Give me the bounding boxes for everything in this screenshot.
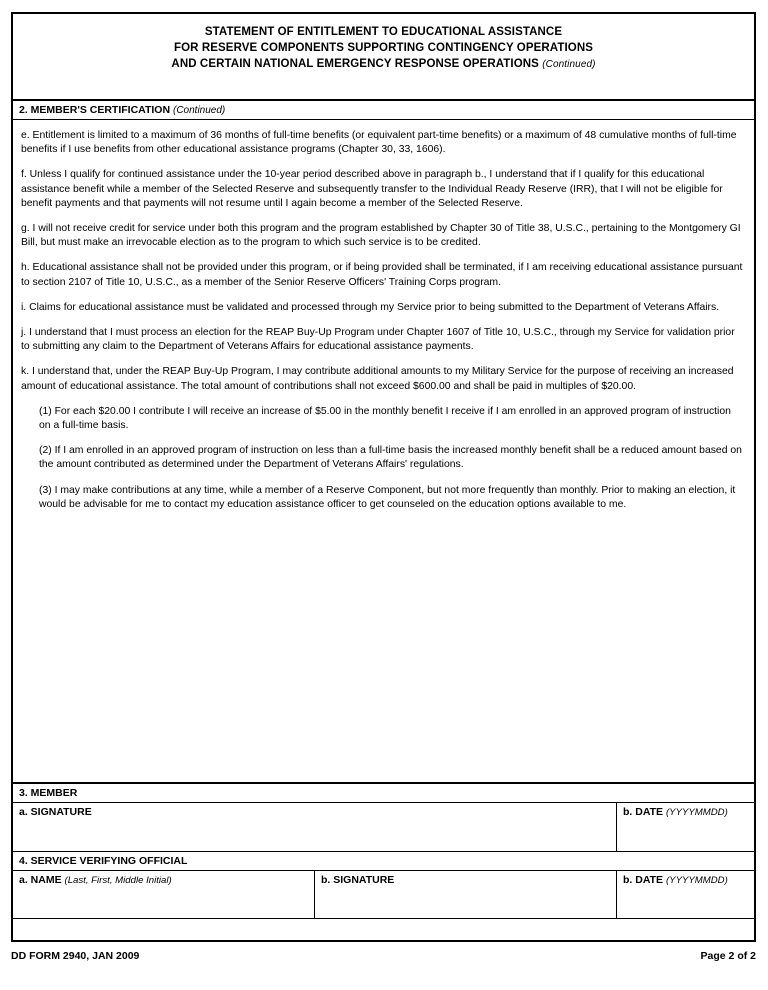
certification-paragraph-k-1: (1) For each $20.00 I contribute I will receive an increase of $5.00 in the monthly benefit I receive if I am enrolled in an approved program of instruction on a full-time basis. <box>39 405 731 432</box>
section-4-header-row <box>13 852 754 871</box>
certification-paragraph-g: g. I will not receive credit for service under both this program and the program established by Chapter 30 of Title 38, U.S.C., pertaining to the Montgomery GI Bill, but must make an irrevocable election as to the program to which such service is to be credited. <box>21 223 741 249</box>
certification-paragraph-f: f. Unless I qualify for continued assistance under the 10-year period described above in paragraph b., I understand that if I qualify for this educational assistance benefit while a member of the Selected Reserve and subsequently transfer to the Individual Ready Reserve (IRR), that I will not be eligible for benefit payments and that payments will not resume until I again become a member of the Selected Reserve. <box>21 169 723 209</box>
official-name-field[interactable] <box>13 871 315 919</box>
signature-table <box>13 782 754 952</box>
member-signature-label: a. SIGNATURE <box>19 806 92 818</box>
certification-paragraph-h: h. Educational assistance shall not be provided under this program, or if being provided shall be terminated, if I am receiving educational assistance pursuant to section 2107 of Title 10, U.S.C., as a member of the Senior Reserve Officers' Training Corps program. <box>21 262 743 288</box>
form-title-line-2: FOR RESERVE COMPONENTS SUPPORTING CONTINGENCY OPERATIONS <box>173 42 593 54</box>
section-2-body <box>13 120 754 782</box>
official-date-field[interactable] <box>617 871 754 919</box>
official-signature-field[interactable] <box>315 871 617 919</box>
section-2-heading-continued: (Continued) <box>172 105 226 116</box>
section-4-fields-row <box>13 871 754 919</box>
member-date-label: b. DATE <box>623 806 664 818</box>
form-title-line-3 <box>13 56 754 73</box>
official-name-label: a. NAME <box>19 874 62 886</box>
trailing-blank-cell <box>13 919 754 952</box>
form-title-continued: (Continued) <box>542 59 596 70</box>
section-2-header <box>13 101 754 120</box>
form-title-line-3-text: AND CERTAIN NATIONAL EMERGENCY RESPONSE OPERATIONS <box>171 58 539 70</box>
certification-paragraph-k: k. I understand that, under the REAP Buy-Up Program, I may contribute additional amounts to my Military Service for the purpose of receiving an increased amount of educational assistance. The total amount of contributions shall not exceed $600.00 and shall be paid in multiples of $20.00. <box>21 366 734 392</box>
section-3-heading: 3. MEMBER <box>13 784 754 803</box>
form-title-line-1: STATEMENT OF ENTITLEMENT TO EDUCATIONAL ASSISTANCE <box>204 26 563 38</box>
official-name-hint: (Last, First, Middle Initial) <box>64 875 172 886</box>
form-identifier: DD FORM 2940, JAN 2009 <box>11 950 140 962</box>
page-number: Page 2 of 2 <box>700 950 756 962</box>
member-signature-field[interactable] <box>13 803 617 852</box>
section-2-heading-text: 2. MEMBER'S CERTIFICATION <box>19 104 171 116</box>
section-3-fields-row <box>13 803 754 852</box>
section-3-header-row <box>13 784 754 803</box>
form-footer <box>11 950 756 962</box>
certification-paragraph-e: e. Entitlement is limited to a maximum of 36 months of full-time benefits (or equivalent part-time benefits) or a maximum of 48 cumulative months of full-time benefits if I use benefits from other educational assistance programs (Chapter 30, 33, 1606). <box>21 130 737 156</box>
form-title-block <box>13 14 754 101</box>
official-date-hint: (YYYYMMDD) <box>665 875 728 886</box>
form-frame <box>11 12 756 942</box>
trailing-blank-row <box>13 919 754 952</box>
official-signature-label: b. SIGNATURE <box>321 874 395 886</box>
official-date-label: b. DATE <box>623 874 664 886</box>
member-date-hint: (YYYYMMDD) <box>665 807 728 818</box>
certification-paragraph-k-3: (3) I may make contributions at any time, while a member of a Reserve Component, but not more frequently than monthly. Prior to making an election, it would be advisable for me to contact my education assistance officer to get counseled on the education options available to me. <box>39 484 736 510</box>
member-date-field[interactable] <box>617 803 754 852</box>
certification-paragraph-j: j. I understand that I must process an election for the REAP Buy-Up Program under Chapter 1607 of Title 10, U.S.C., through my Service for validation prior to submitting any claim to the Department of Veterans Affairs for educational assistance payments. <box>21 327 735 353</box>
certification-paragraph-i: i. Claims for educational assistance must be validated and processed through my Service prior to being submitted to the Department of Veterans Affairs. <box>21 301 720 313</box>
certification-paragraph-k-2: (2) If I am enrolled in an approved program of instruction on less than a full-time basis the increased monthly benefit shall be a reduced amount based on the amount contributed as determined under the Department of Veterans Affairs' regulations. <box>39 445 742 471</box>
section-4-heading: 4. SERVICE VERIFYING OFFICIAL <box>13 852 754 871</box>
